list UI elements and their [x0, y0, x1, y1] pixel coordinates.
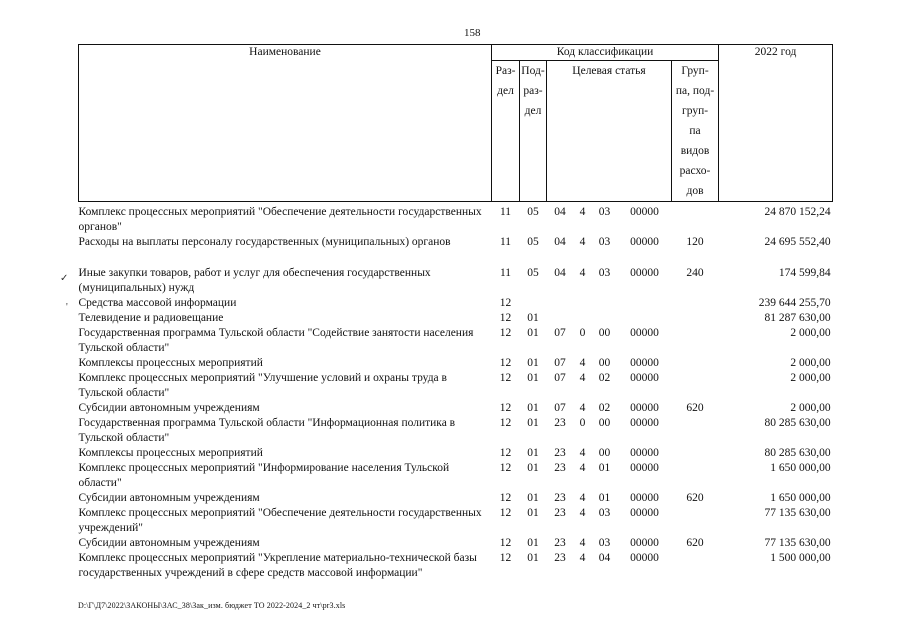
row-code-pr: 05: [527, 236, 539, 248]
row-code-cs1: 23: [554, 447, 566, 459]
row-code-cs2: 4: [579, 236, 586, 248]
row-name: Субсидии автономным учреждениям: [78, 492, 260, 504]
row-code-vr: [672, 416, 719, 446]
row-code-cs1: 07: [554, 327, 566, 339]
row-code-vr: 620: [686, 402, 704, 414]
row-code-vr: 120: [686, 236, 704, 248]
row-code-cs3: 00: [598, 327, 611, 339]
row-code-cs3: 03: [598, 206, 611, 218]
row-code-pr: 01: [527, 312, 539, 324]
row-amount: 239 644 255,70: [758, 297, 831, 309]
row-name: Комплекс процессных мероприятий "Информирование населения Тульской области": [78, 462, 450, 489]
table-row: [79, 326, 833, 356]
header-subsection: Под- раз- дел: [520, 61, 547, 202]
table-row: [79, 536, 833, 551]
row-code-cs2: 4: [579, 462, 586, 474]
header-target: Целевая статья: [547, 61, 672, 202]
row-code-rz: 12: [499, 537, 512, 549]
row-code-vr: [672, 296, 719, 311]
margin-tick-mark: ': [66, 302, 68, 313]
row-code-cs2: 4: [579, 447, 586, 459]
row-code-cs4: 00000: [630, 492, 659, 504]
row-name: Комплекс процессных мероприятий "Улучшение условий и охраны труда в Тульской области": [78, 372, 447, 399]
table-row: [79, 311, 833, 326]
row-code-cs3: 02: [598, 402, 611, 414]
row-code-cs3: 03: [598, 507, 611, 519]
row-code-cs1: 04: [554, 206, 566, 218]
row-code-cs2: 0: [579, 417, 586, 429]
row-code-cs2: 4: [579, 357, 586, 369]
table-row: [79, 371, 833, 401]
table-row: [79, 266, 833, 296]
row-code-rz: 12: [499, 507, 512, 519]
row-code-vr: [672, 446, 719, 461]
row-code-cs1: [547, 311, 574, 326]
row-code-vr: [672, 551, 719, 581]
row-code-pr: 01: [527, 537, 539, 549]
row-code-cs3: 00: [598, 417, 611, 429]
row-code-cs3: [592, 296, 618, 311]
row-code-pr: 01: [527, 462, 539, 474]
row-code-vr: [672, 506, 719, 536]
row-code-cs4: 00000: [630, 507, 659, 519]
row-code-pr: 01: [527, 357, 539, 369]
row-code-cs4: 00000: [630, 447, 659, 459]
row-name: Комплекс процессных мероприятий "Обеспечение деятельности государственных органов": [78, 206, 482, 233]
table-row: [79, 506, 833, 536]
row-code-cs2: 4: [579, 206, 586, 218]
row-code-vr: [672, 371, 719, 401]
row-code-cs1: 23: [554, 492, 566, 504]
row-code-cs2: 4: [579, 372, 586, 384]
row-code-cs3: 00: [598, 447, 611, 459]
table-row: [79, 205, 833, 235]
row-code-cs1: 07: [554, 372, 566, 384]
table-row: [79, 416, 833, 446]
row-code-vr: [672, 205, 719, 235]
row-code-rz: 12: [499, 447, 512, 459]
row-code-rz: 12: [499, 402, 512, 414]
row-code-cs4: 00000: [630, 417, 659, 429]
row-code-pr: [520, 296, 547, 311]
row-code-vr: 620: [686, 492, 704, 504]
row-code-pr: 01: [527, 417, 539, 429]
row-code-cs4: 00000: [630, 372, 659, 384]
row-code-pr: 01: [527, 552, 539, 564]
row-code-vr: 620: [686, 537, 704, 549]
margin-tick-mark: ✓: [60, 273, 69, 284]
row-code-cs4: 00000: [630, 357, 659, 369]
row-code-rz: 12: [499, 552, 512, 564]
row-code-cs2: 4: [579, 492, 586, 504]
row-amount: 2 000,00: [790, 372, 831, 384]
row-code-cs2: 0: [579, 327, 586, 339]
row-code-pr: 01: [527, 447, 539, 459]
header-classification: Код классификации: [492, 45, 719, 61]
row-code-pr: 05: [527, 267, 539, 279]
row-amount: 77 135 630,00: [764, 507, 831, 519]
row-amount: 81 287 630,00: [764, 312, 831, 324]
row-amount: 24 870 152,24: [764, 206, 831, 218]
row-code-cs1: 04: [554, 236, 566, 248]
file-path-footer: D:\Г\Д7\2022\ЗАКОНЫ\ЗАС_38\Зак_изм. бюджет ТО 2022-2024_2 чт\pr3.xls: [78, 601, 346, 610]
row-code-rz: 12: [499, 462, 512, 474]
row-name: Комплексы процессных мероприятий: [78, 357, 263, 369]
row-code-vr: [672, 356, 719, 371]
budget-table: [78, 44, 833, 581]
row-code-pr: 05: [527, 206, 539, 218]
row-code-cs1: 04: [554, 267, 566, 279]
row-name: Субсидии автономным учреждениям: [78, 402, 260, 414]
row-amount: 1 650 000,00: [770, 462, 831, 474]
row-code-pr: 01: [527, 327, 539, 339]
row-code-rz: 12: [499, 372, 512, 384]
row-name: Государственная программа Тульской области "Содействие занятости населения Тульской области": [78, 327, 474, 354]
row-code-rz: 12: [499, 312, 512, 324]
row-code-cs4: [618, 311, 672, 326]
row-amount: 80 285 630,00: [764, 417, 831, 429]
table-row: [79, 491, 833, 506]
row-code-cs3: 00: [598, 357, 611, 369]
row-code-cs4: 00000: [630, 402, 659, 414]
row-code-cs3: 02: [598, 372, 611, 384]
row-name: Государственная программа Тульской области "Информационная политика в Тульской области": [78, 417, 456, 444]
row-code-rz: 12: [499, 297, 512, 309]
table-row: [79, 551, 833, 581]
row-amount: 24 695 552,40: [764, 236, 831, 248]
row-name: Субсидии автономным учреждениям: [78, 537, 260, 549]
table-row: [79, 356, 833, 371]
row-code-rz: 11: [499, 206, 512, 218]
table-row: [79, 296, 833, 311]
row-code-cs1: 23: [554, 552, 566, 564]
row-code-cs1: 07: [554, 357, 566, 369]
row-code-rz: 11: [499, 236, 512, 248]
row-code-cs4: 00000: [630, 236, 659, 248]
row-name: Иные закупки товаров, работ и услуг для обеспечения государственных (муниципальных) нужд: [78, 267, 431, 294]
row-code-cs1: [547, 296, 574, 311]
row-code-cs2: 4: [579, 552, 586, 564]
row-code-cs4: 00000: [630, 327, 659, 339]
row-code-cs4: 00000: [630, 552, 659, 564]
row-code-cs2: 4: [579, 402, 586, 414]
row-amount: 1 650 000,00: [770, 492, 831, 504]
row-code-cs2: 4: [579, 507, 586, 519]
row-code-pr: 01: [527, 507, 539, 519]
row-code-cs3: [592, 311, 618, 326]
row-code-pr: 01: [527, 492, 539, 504]
row-code-rz: 12: [499, 357, 512, 369]
row-code-vr: [672, 326, 719, 356]
row-code-vr: [672, 311, 719, 326]
row-code-cs4: 00000: [630, 267, 659, 279]
row-code-rz: 12: [499, 417, 512, 429]
row-code-pr: 01: [527, 372, 539, 384]
row-code-cs4: [618, 296, 672, 311]
header-group: Груп- па, под- груп- па видов расхо- дов: [672, 61, 719, 202]
row-name: Расходы на выплаты персоналу государственных (муниципальных) органов: [78, 236, 451, 248]
row-name: Средства массовой информации: [78, 297, 237, 309]
table-row: [79, 461, 833, 491]
row-code-rz: 12: [499, 492, 512, 504]
row-name: Телевидение и радиовещание: [78, 312, 224, 324]
row-amount: 80 285 630,00: [764, 447, 831, 459]
row-code-cs2: 4: [579, 267, 586, 279]
row-code-vr: [672, 461, 719, 491]
row-amount: 1 500 000,00: [770, 552, 831, 564]
row-amount: 2 000,00: [790, 357, 831, 369]
row-code-cs2: [574, 296, 592, 311]
row-code-cs4: 00000: [630, 462, 659, 474]
row-amount: 2 000,00: [790, 402, 831, 414]
row-amount: 174 599,84: [778, 267, 831, 279]
row-code-cs2: 4: [579, 537, 586, 549]
header-year: 2022 год: [719, 45, 833, 202]
row-code-cs2: [574, 311, 592, 326]
row-name: Комплекс процессных мероприятий "Обеспечение деятельности государственных учреждений": [78, 507, 482, 534]
row-code-cs1: 23: [554, 507, 566, 519]
row-code-cs3: 03: [598, 236, 611, 248]
row-code-cs3: 03: [598, 267, 611, 279]
table-row: [79, 401, 833, 416]
page-number: 158: [464, 27, 481, 39]
row-code-rz: 11: [499, 267, 512, 279]
row-code-cs3: 03: [598, 537, 611, 549]
row-name: Комплекс процессных мероприятий "Укрепление материально-технической базы государственных учреждений в сфере средств массовой информации": [78, 552, 477, 579]
row-code-cs1: 23: [554, 417, 566, 429]
row-code-pr: 01: [527, 402, 539, 414]
row-code-cs3: 01: [598, 492, 611, 504]
header-section: Раз- дел: [492, 61, 520, 202]
row-code-cs4: 00000: [630, 537, 659, 549]
row-amount: 77 135 630,00: [764, 537, 831, 549]
row-code-cs1: 07: [554, 402, 566, 414]
row-code-vr: 240: [686, 267, 704, 279]
table-row: [79, 446, 833, 461]
row-code-rz: 12: [499, 327, 512, 339]
row-code-cs4: 00000: [630, 206, 659, 218]
row-amount: 2 000,00: [790, 327, 831, 339]
row-code-cs3: 04: [598, 552, 611, 564]
row-code-cs1: 23: [554, 537, 566, 549]
header-name: Наименование: [79, 45, 492, 202]
row-code-cs3: 01: [598, 462, 611, 474]
table-row: [79, 235, 833, 250]
row-name: Комплексы процессных мероприятий: [78, 447, 263, 459]
row-code-cs1: 23: [554, 462, 566, 474]
